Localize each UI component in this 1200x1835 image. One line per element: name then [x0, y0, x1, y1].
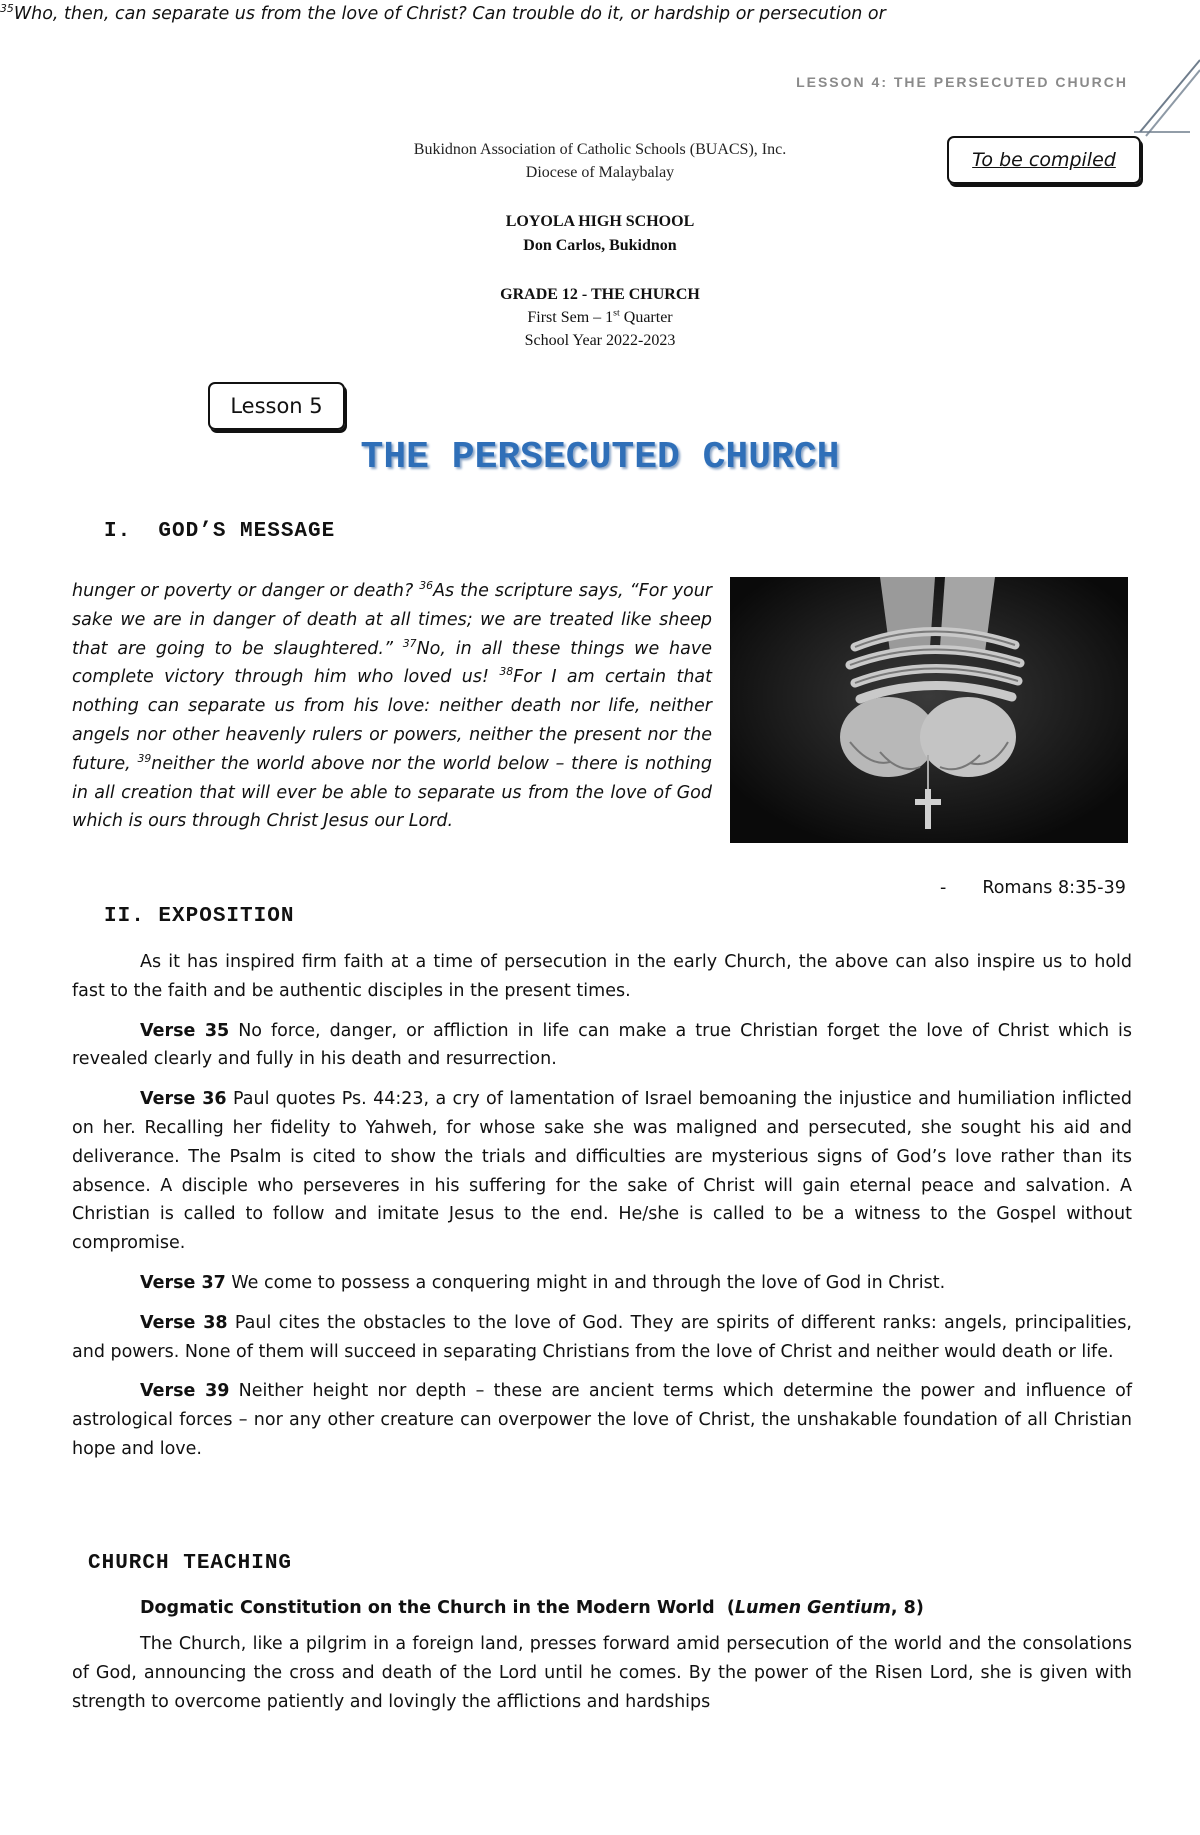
section-heading-church-teaching: CHURCH TEACHING	[88, 1552, 293, 1575]
page-title: THE PERSECUTED CHURCH	[360, 436, 840, 479]
corner-decoration	[1110, 40, 1200, 150]
semester-line: First Sem – 1st Quarter	[527, 307, 673, 326]
grade-line: GRADE 12 - THE CHURCH	[500, 286, 700, 303]
school-block	[0, 210, 1200, 258]
school-location: Don Carlos, Bukidnon	[523, 237, 677, 254]
verse-36-note: Verse 36 Paul quotes Ps. 44:23, a cry of lamentation of Israel bemoaning the injustice and humiliation inflicted on her. Recalling her fidelity to Yahweh, for whose sake she was maligned and persecuted, she sought his aid and deliverance. The Psalm is cited to show the trials and difficulties are mysterious signs of God’s love rather than its absence. A disciple who perseveres in his suffering for the sake of Christ will gain eternal peace and salvation. A Christian is called to follow and imitate Jesus to the end. He/she is called to be a witness to the Gospel without compromise.	[72, 1089, 1132, 1254]
verse-35-note: Verse 35 No force, danger, or affliction in life can make a true Christian forget the love of Christ which is revealed clearly and fully in his death and resurrection.	[72, 1020, 1132, 1070]
scripture-passage: hunger or poverty or danger or death? $^{36}$As the scripture says, “For your sake we are in danger of death at all times; we are treated like sheep that are going to be slaughtered.” $^{37}$No, in all these things we have complete victory through him who loved us! $^{38}$For I am certain that nothing can separate us from his love: neither death nor life, neither angels nor other heavenly rulers or powers, neither the present nor the future, $^{39}$neither the world above nor the world below – there is nothing in all creation that will ever be able to separate us from the love of God which is ours through Christ Jesus our Lord.	[72, 579, 713, 832]
section-heading-gods-message: I. GOD’S MESSAGE	[104, 520, 336, 543]
running-header: LESSON 4: THE PERSECUTED CHURCH	[796, 74, 1128, 90]
verse-38-note: Verse 38 Paul cites the obstacles to the love of God. They are spirits of different ranks: angels, principalities, and powers. None of them will succeed in separating Christians from the love of Christ and neither would death or life.	[72, 1312, 1132, 1362]
church-teaching-text: The Church, like a pilgrim in a foreign land, presses forward amid persecution of the world and the consolations of God, announcing the cross and death of the Lord until he comes. By the power of the Risen Lord, she is given with strength to overcome patiently and lovingly the afflictions and hardships	[72, 1634, 1132, 1712]
exposition-intro: As it has inspired firm faith at a time of persecution in the early Church, the above can also inspire us to hold fast to the faith and be authentic disciples in the present times.	[72, 952, 1132, 1001]
exposition-body	[72, 948, 1132, 1464]
to-be-compiled-badge: To be compiled	[947, 136, 1141, 184]
church-teaching-body	[72, 1630, 1132, 1716]
bound-hands-photo	[730, 577, 1128, 843]
school-year: School Year 2022-2023	[524, 332, 676, 349]
scripture-first-line: $^{35}$Who, then, can separate us from the love of Christ? Can trouble do it, or hardship or persecution or	[0, 2, 886, 24]
school-name: LOYOLA HIGH SCHOOL	[505, 213, 695, 230]
verse-37-note: Verse 37 We come to possess a conquering might in and through the love of God in Christ.	[140, 1272, 946, 1293]
document-title: Dogmatic Constitution on the Church in the Modern World (Lumen Gentium, 8)	[140, 1598, 924, 1618]
org-name: Bukidnon Association of Catholic Schools (BUACS), Inc.	[413, 141, 787, 158]
course-block	[0, 283, 1200, 352]
verse-39-note: Verse 39 Neither height nor depth – these are ancient terms which determine the power and influence of astrological forces – nor any other creature can overpower the love of Christ, the unshakable foundation of all Christian hope and love.	[72, 1381, 1132, 1459]
scripture-citation: - Romans 8:35-39	[940, 878, 1126, 898]
diocese: Diocese of Malaybalay	[525, 164, 675, 181]
lesson-label: Lesson 5	[208, 382, 345, 430]
section-heading-exposition: II. EXPOSITION	[104, 905, 295, 928]
